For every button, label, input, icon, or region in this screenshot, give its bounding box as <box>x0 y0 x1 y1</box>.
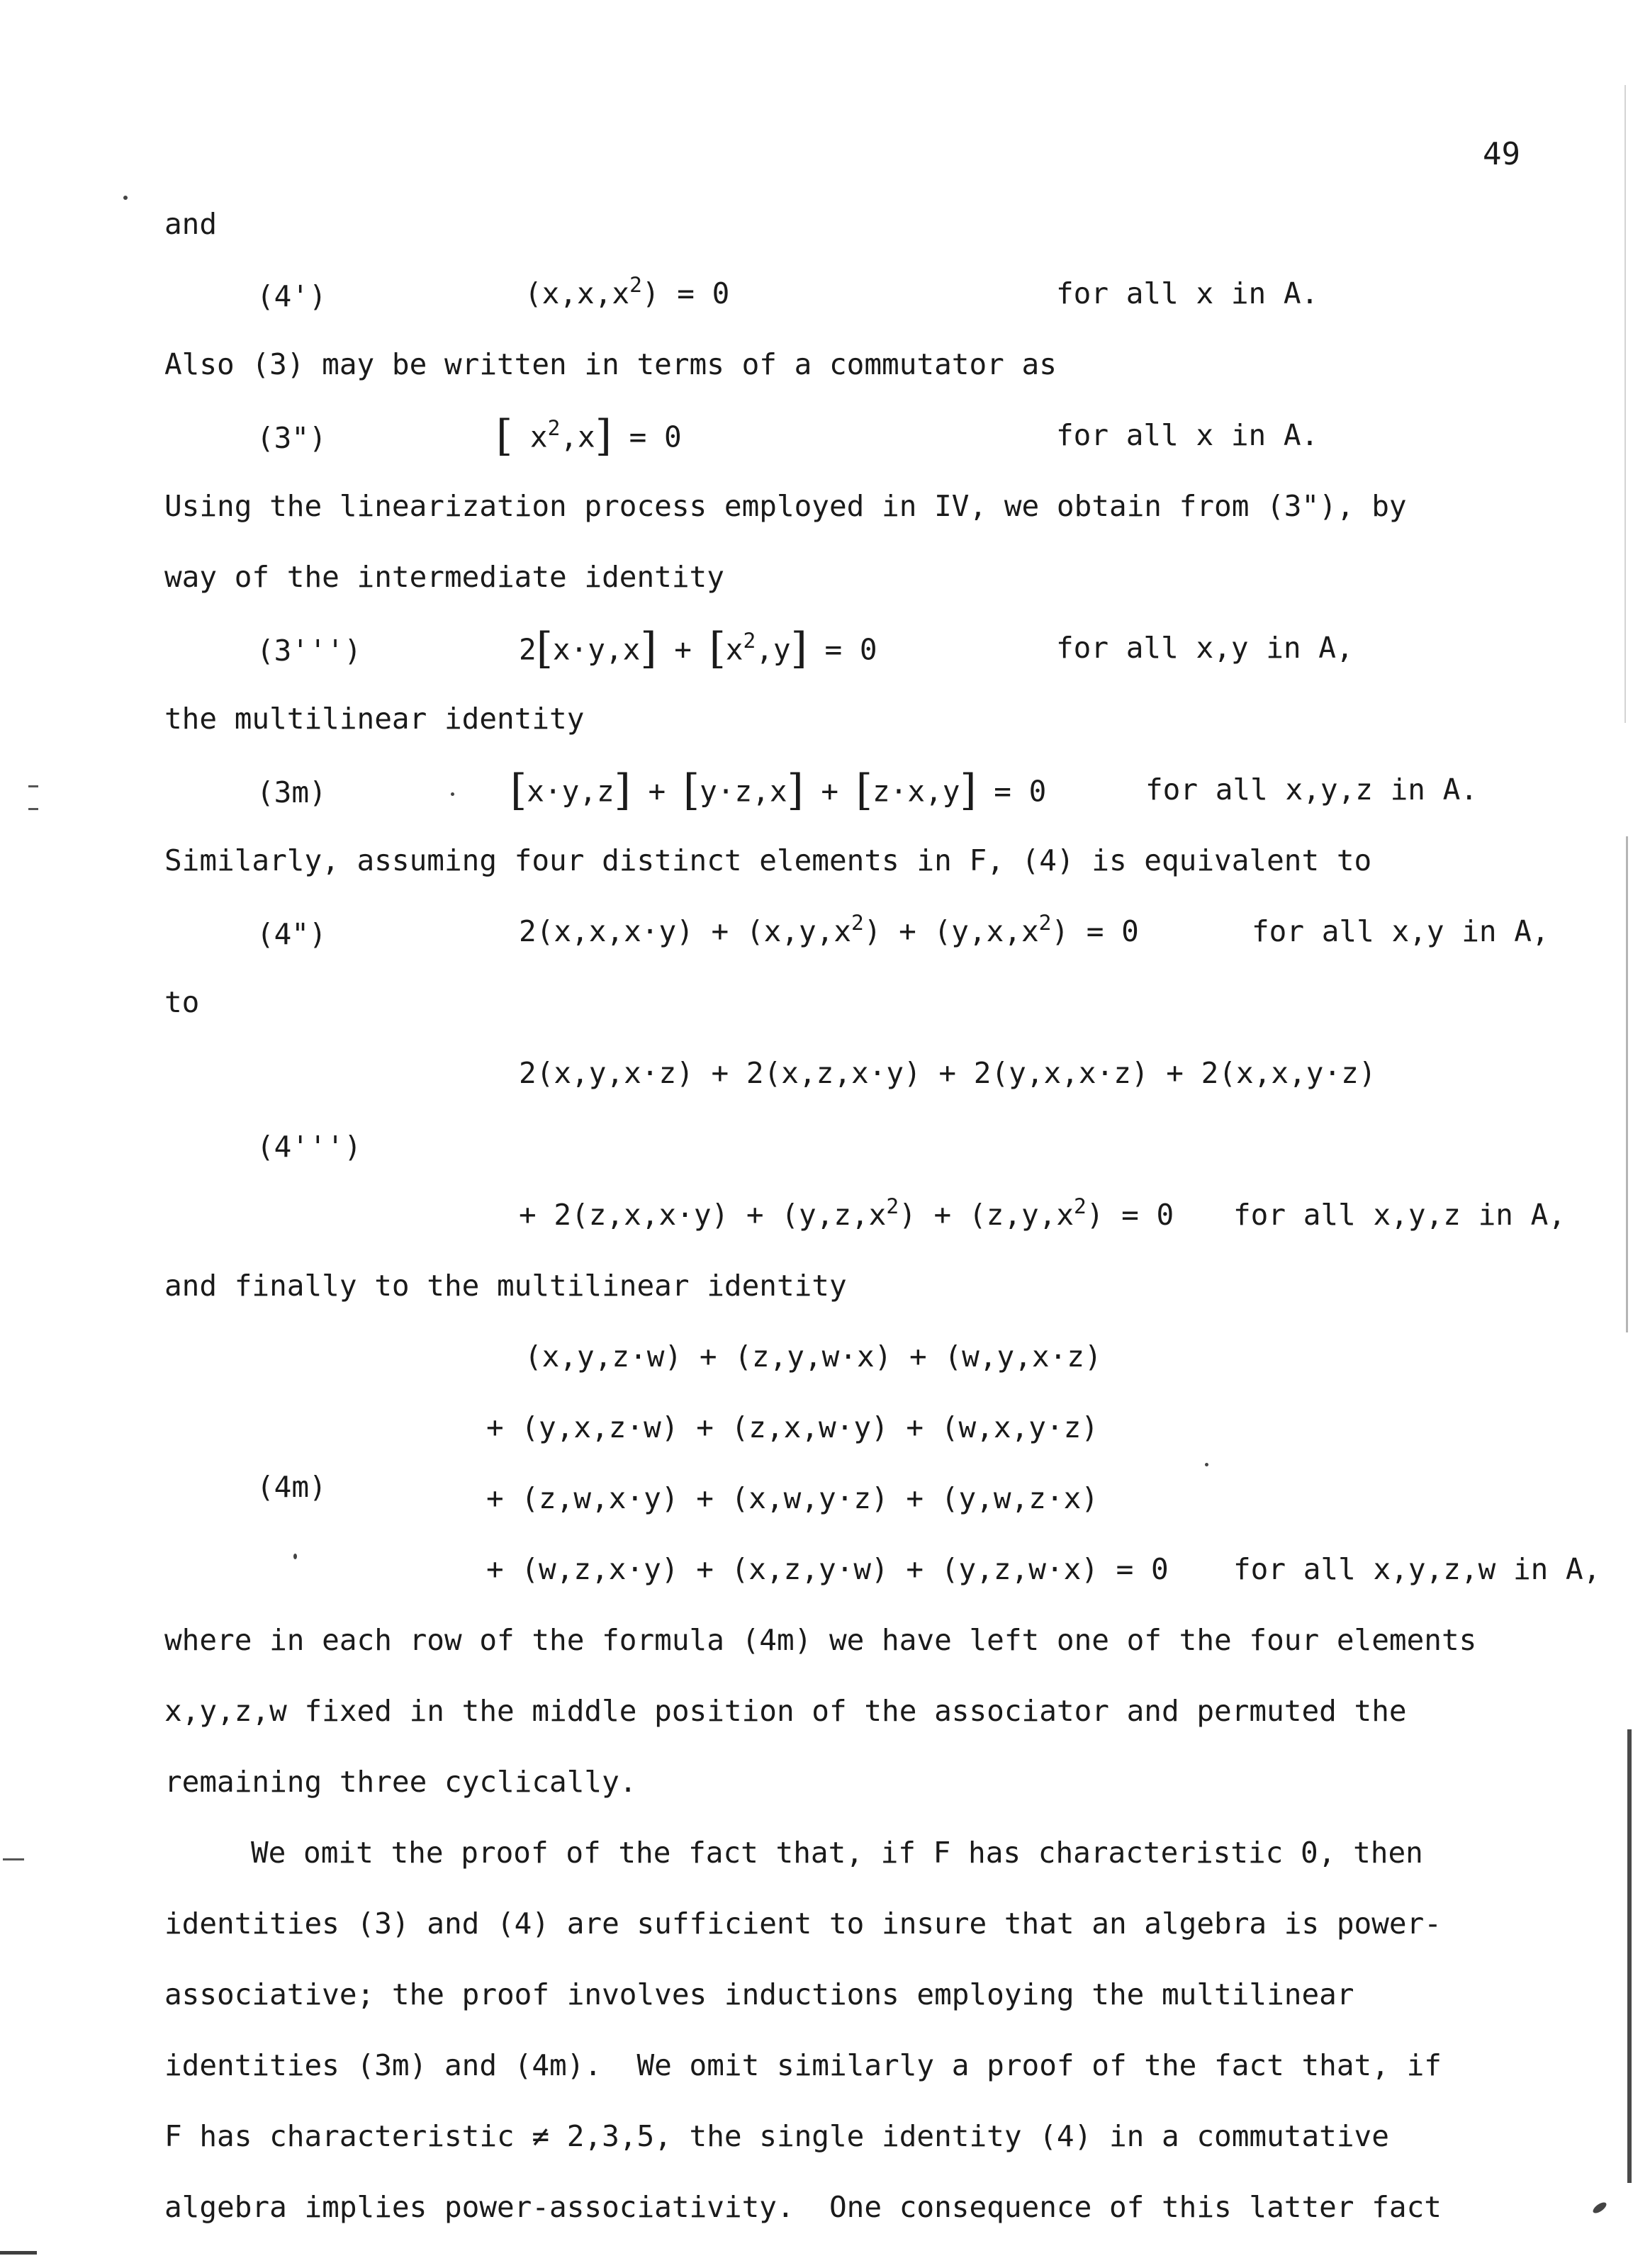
scan-speck <box>123 196 128 200</box>
text-line: Also (3) may be written in terms of a commutator as <box>164 347 1057 381</box>
equation-label: (3m) <box>257 775 327 809</box>
text-line: and <box>164 207 218 241</box>
text-line: identities (3) and (4) are sufficient to insure that an algebra is power- <box>164 1907 1442 1941</box>
equation-condition: for all x,y,z,w in A, <box>1233 1552 1601 1586</box>
margin-mark <box>3 1858 24 1860</box>
equation-4m-row: (x,y,z·w) + (z,y,w·x) + (w,y,x·z) <box>524 1340 1102 1374</box>
equation-label: (4") <box>257 917 327 951</box>
margin-mark <box>28 785 38 787</box>
text-line: identities (3m) and (4m). We omit similarly a proof of the fact that, if <box>164 2048 1442 2082</box>
text-line: Similarly, assuming four distinct elements in F, (4) is equivalent to <box>164 843 1372 877</box>
scan-edge-shadow <box>1627 1729 1632 2183</box>
equation-condition: for all x,y,z in A, <box>1233 1198 1566 1232</box>
equation-4-double-prime: $2(x,x,x\cdot y) + (x,y,x^2) + (y,x,x^2) = 0$ <box>519 910 1139 948</box>
text-line: the multilinear identity <box>164 702 585 736</box>
scan-edge-shadow <box>1624 85 1626 723</box>
text-line: to <box>164 985 200 1019</box>
equation-condition: for all x,y,z in A. <box>1145 773 1478 807</box>
equation-4m-row: + (w,z,x·y) + (x,z,y·w) + (y,z,w·x) = 0 <box>486 1552 1169 1586</box>
equation-label: (3") <box>257 421 327 455</box>
equation-label: (4') <box>257 279 327 313</box>
equation-4-prime: $(x,x,x^2) = 0$ <box>524 272 730 310</box>
equation-label: (4''') <box>257 1130 362 1164</box>
equation-condition: for all x in A. <box>1056 418 1319 452</box>
equation-4m-row: + (y,x,z·w) + (z,x,w·y) + (w,x,y·z) <box>486 1410 1099 1444</box>
scan-edge-shadow <box>1626 836 1628 1332</box>
equation-3-double-prime: [ $x^2,x] = 0$ <box>496 412 682 461</box>
scan-speck <box>293 1554 297 1559</box>
scan-speck <box>1205 1463 1208 1466</box>
equation-4m-row: + (z,w,x·y) + (x,w,y·z) + (y,w,z·x) <box>486 1481 1099 1515</box>
text-line: way of the intermediate identity <box>164 560 724 594</box>
text-line: F has characteristic ≠ 2,3,5, the single identity (4) in a commutative <box>164 2119 1389 2153</box>
equation-condition: for all x in A. <box>1056 276 1319 310</box>
equation-4-triple-prime-row: + $2(z,x,x\cdot y) + (y,z,x^2) + (z,y,x^2) = 0$ <box>519 1194 1174 1232</box>
margin-mark <box>0 2251 37 2255</box>
equation-condition: for all x,y in A, <box>1056 631 1354 665</box>
text-line: x,y,z,w fixed in the middle position of the associator and permuted the <box>164 1694 1407 1728</box>
equation-3-triple-prime: $2[x\cdot y,x] + [x^2,y] = 0$ <box>519 624 877 673</box>
text-line: associative; the proof involves inductions employing the multilinear <box>164 1977 1354 2011</box>
text-line: algebra implies power-associativity. One consequence of this latter fact <box>164 2190 1442 2224</box>
margin-mark <box>28 808 38 810</box>
equation-label: (4m) <box>257 1470 327 1504</box>
text-line: where in each row of the formula (4m) we have left one of the four elements <box>164 1623 1477 1657</box>
text-line: Using the linearization process employed in IV, we obtain from (3"), by <box>164 489 1407 523</box>
page-number: 49 <box>1483 136 1520 172</box>
scan-speck <box>1591 2201 1608 2216</box>
text-line: and finally to the multilinear identity <box>164 1269 847 1303</box>
scan-speck <box>451 792 454 796</box>
equation-condition: for all x,y in A, <box>1252 914 1549 948</box>
text-line: We omit the proof of the fact that, if F has characteristic 0, then <box>251 1836 1423 1870</box>
equation-label: (3''') <box>257 634 362 668</box>
equation-4-triple-prime-row: 2(x,y,x·z) + 2(x,z,x·y) + 2(y,x,x·z) + 2(x,x,y·z) <box>519 1056 1376 1090</box>
equation-3m: [x·y,z] + [y·z,x] + [z·x,y] = 0 <box>510 766 1047 815</box>
text-line: remaining three cyclically. <box>164 1765 637 1799</box>
